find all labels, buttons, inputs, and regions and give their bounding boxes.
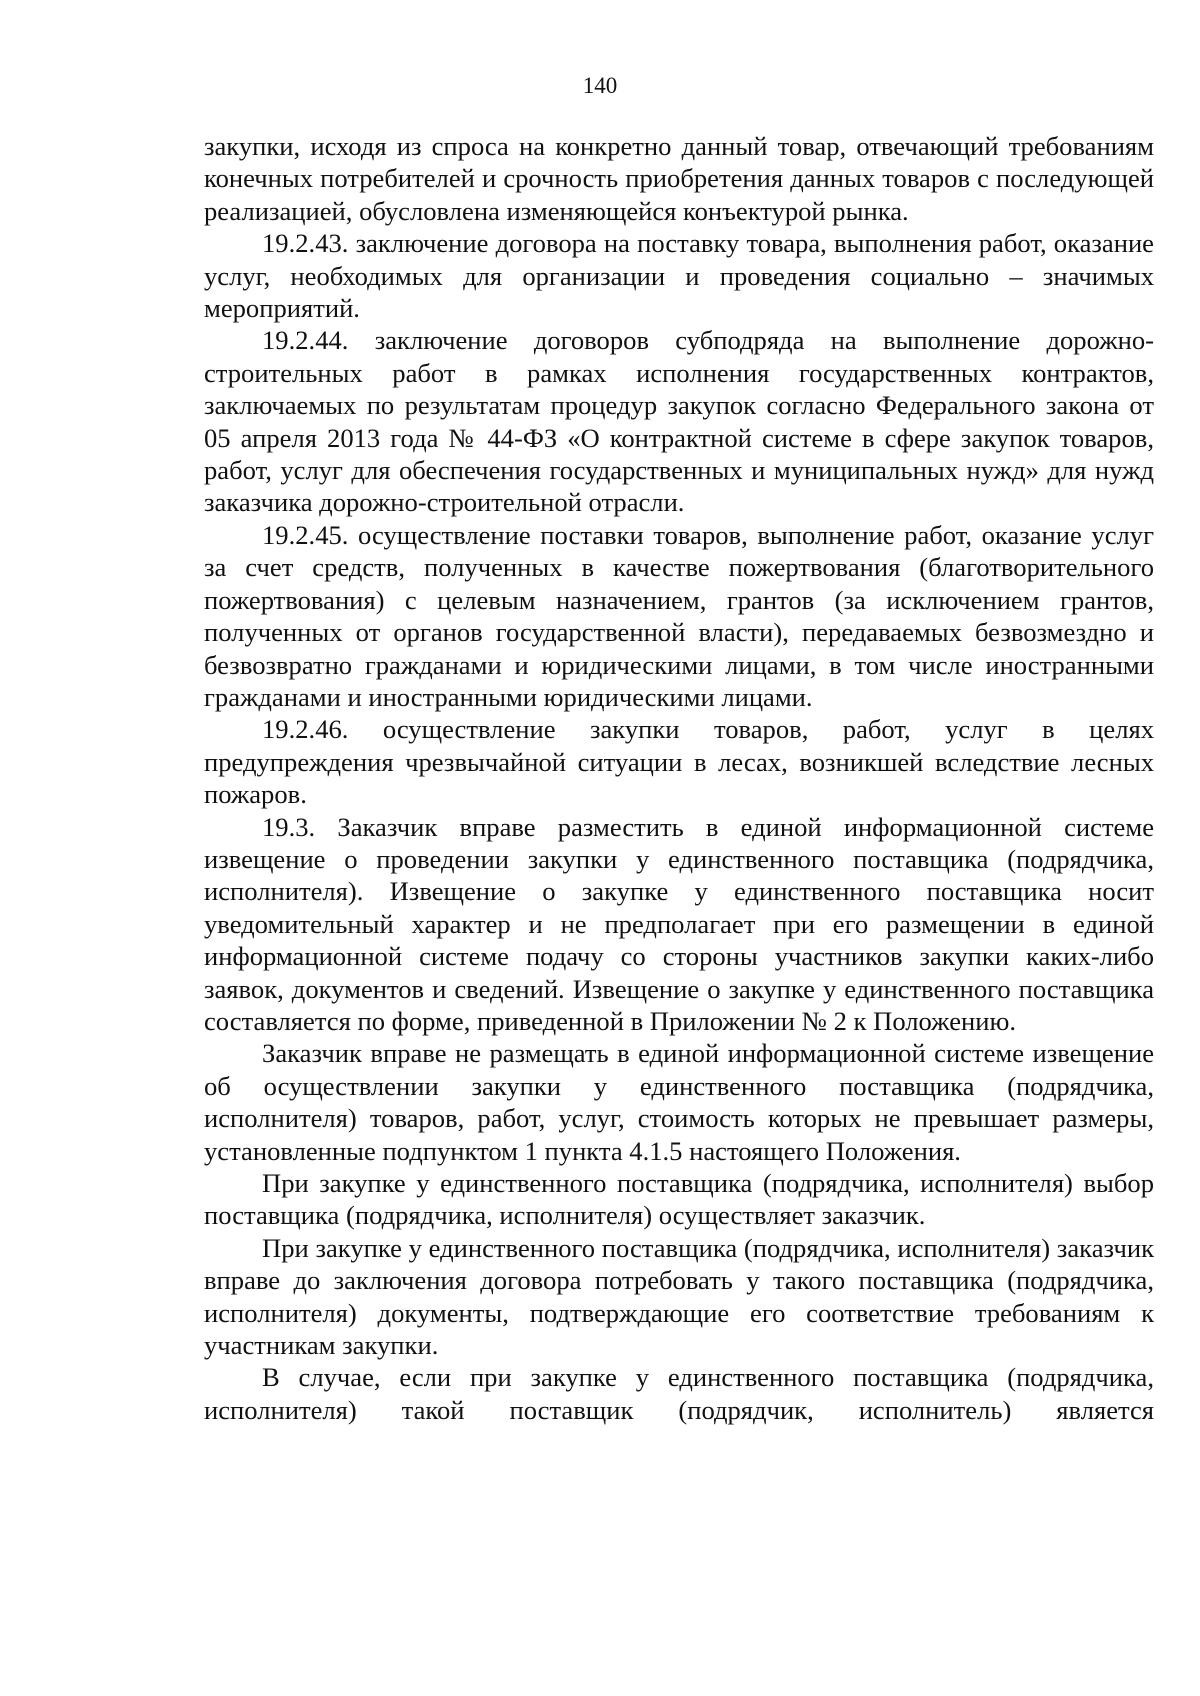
document-body [204,130,1154,1426]
paragraph-19-2-45: 19.2.45. осуществление поставки товаров, выполнение работ, оказание услуг за счет средств, полученных в качестве пожертвования (благотворительного пожертвования) с целевым назначением, грантов (за исключением грантов, полученных от органов государственной власти), передаваемых безвозмездно и безвозвратно гражданами и юридическими лицами, в том числе иностранными гражданами и иностранными юридическими лицами. [204,519,1154,712]
page-number: 140 [582,73,618,98]
paragraph-19-2-44: 19.2.44. заключение договоров субподряда на выполнение дорожно-строительных работ в рамках исполнения государственных контрактов, заключаемых по результатам процедур закупок согласно Федерального закона от 05 апреля 2013 года № 44-ФЗ «О контрактной системе в сфере закупок товаров, работ, услуг для обеспечения государственных и муниципальных нужд» для нужд заказчика дорожно-строительной отрасли. [204,325,1154,518]
paragraph-19-2-46: 19.2.46. осуществление закупки товаров, работ, услуг в целях предупреждения чрезвычайной ситуации в лесах, возникшей вследствие лесных пожаров. [204,714,1154,810]
paragraph-19-2-43: 19.2.43. заключение договора на поставку товара, выполнения работ, оказание услуг, необходимых для организации и проведения социально – значимых мероприятий. [204,228,1154,324]
paragraph-no-publication: Заказчик вправе не размещать в единой информационной системе извещение об осуществлении закупки у единственного поставщика (подрядчика, исполнителя) товаров, работ, услуг, стоимость которых не превышает размеры, установленные подпунктом 1 пункта 4.1.5 настоящего Положения. [204,1038,1154,1166]
paragraph-19-3: 19.3. Заказчик вправе разместить в единой информационной системе извещение о проведении закупки у единственного поставщика (подрядчика, исполнителя). Извещение о закупке у единственного поставщика носит уведомительный характер и не предполагает при его размещении в единой информационной системе подачу со стороны участников закупки каких-либо заявок, документов и сведений. Извещение о закупке у единственного поставщика составляется по форме, приведенной в Приложении № 2 к Положению. [204,811,1154,1036]
paragraph-continuation: закупки, исходя из спроса на конкретно данный товар, отвечающий требованиям конечных потребителей и срочность приобретения данных товаров с последующей реализацией, обусловлена изменяющейся конъектурой рынка. [204,131,1154,226]
paragraph-supplier-choice: При закупке у единственного поставщика (подрядчика, исполнителя) выбор поставщика (подрядчика, исполнителя) осуществляет заказчик. [204,1168,1154,1231]
paragraph-documents-request: При закупке у единственного поставщика (подрядчика, исполнителя) заказчик вправе до заключения договора потребовать у такого поставщика (подрядчика, исполнителя) документы, подтверждающие его соответствие требованиям к участникам закупки. [204,1232,1154,1361]
paragraph-in-case: В случае, если при закупке у единственного поставщика (подрядчика, исполнителя) такой поставщик (подрядчик, исполнитель) является [204,1362,1154,1425]
